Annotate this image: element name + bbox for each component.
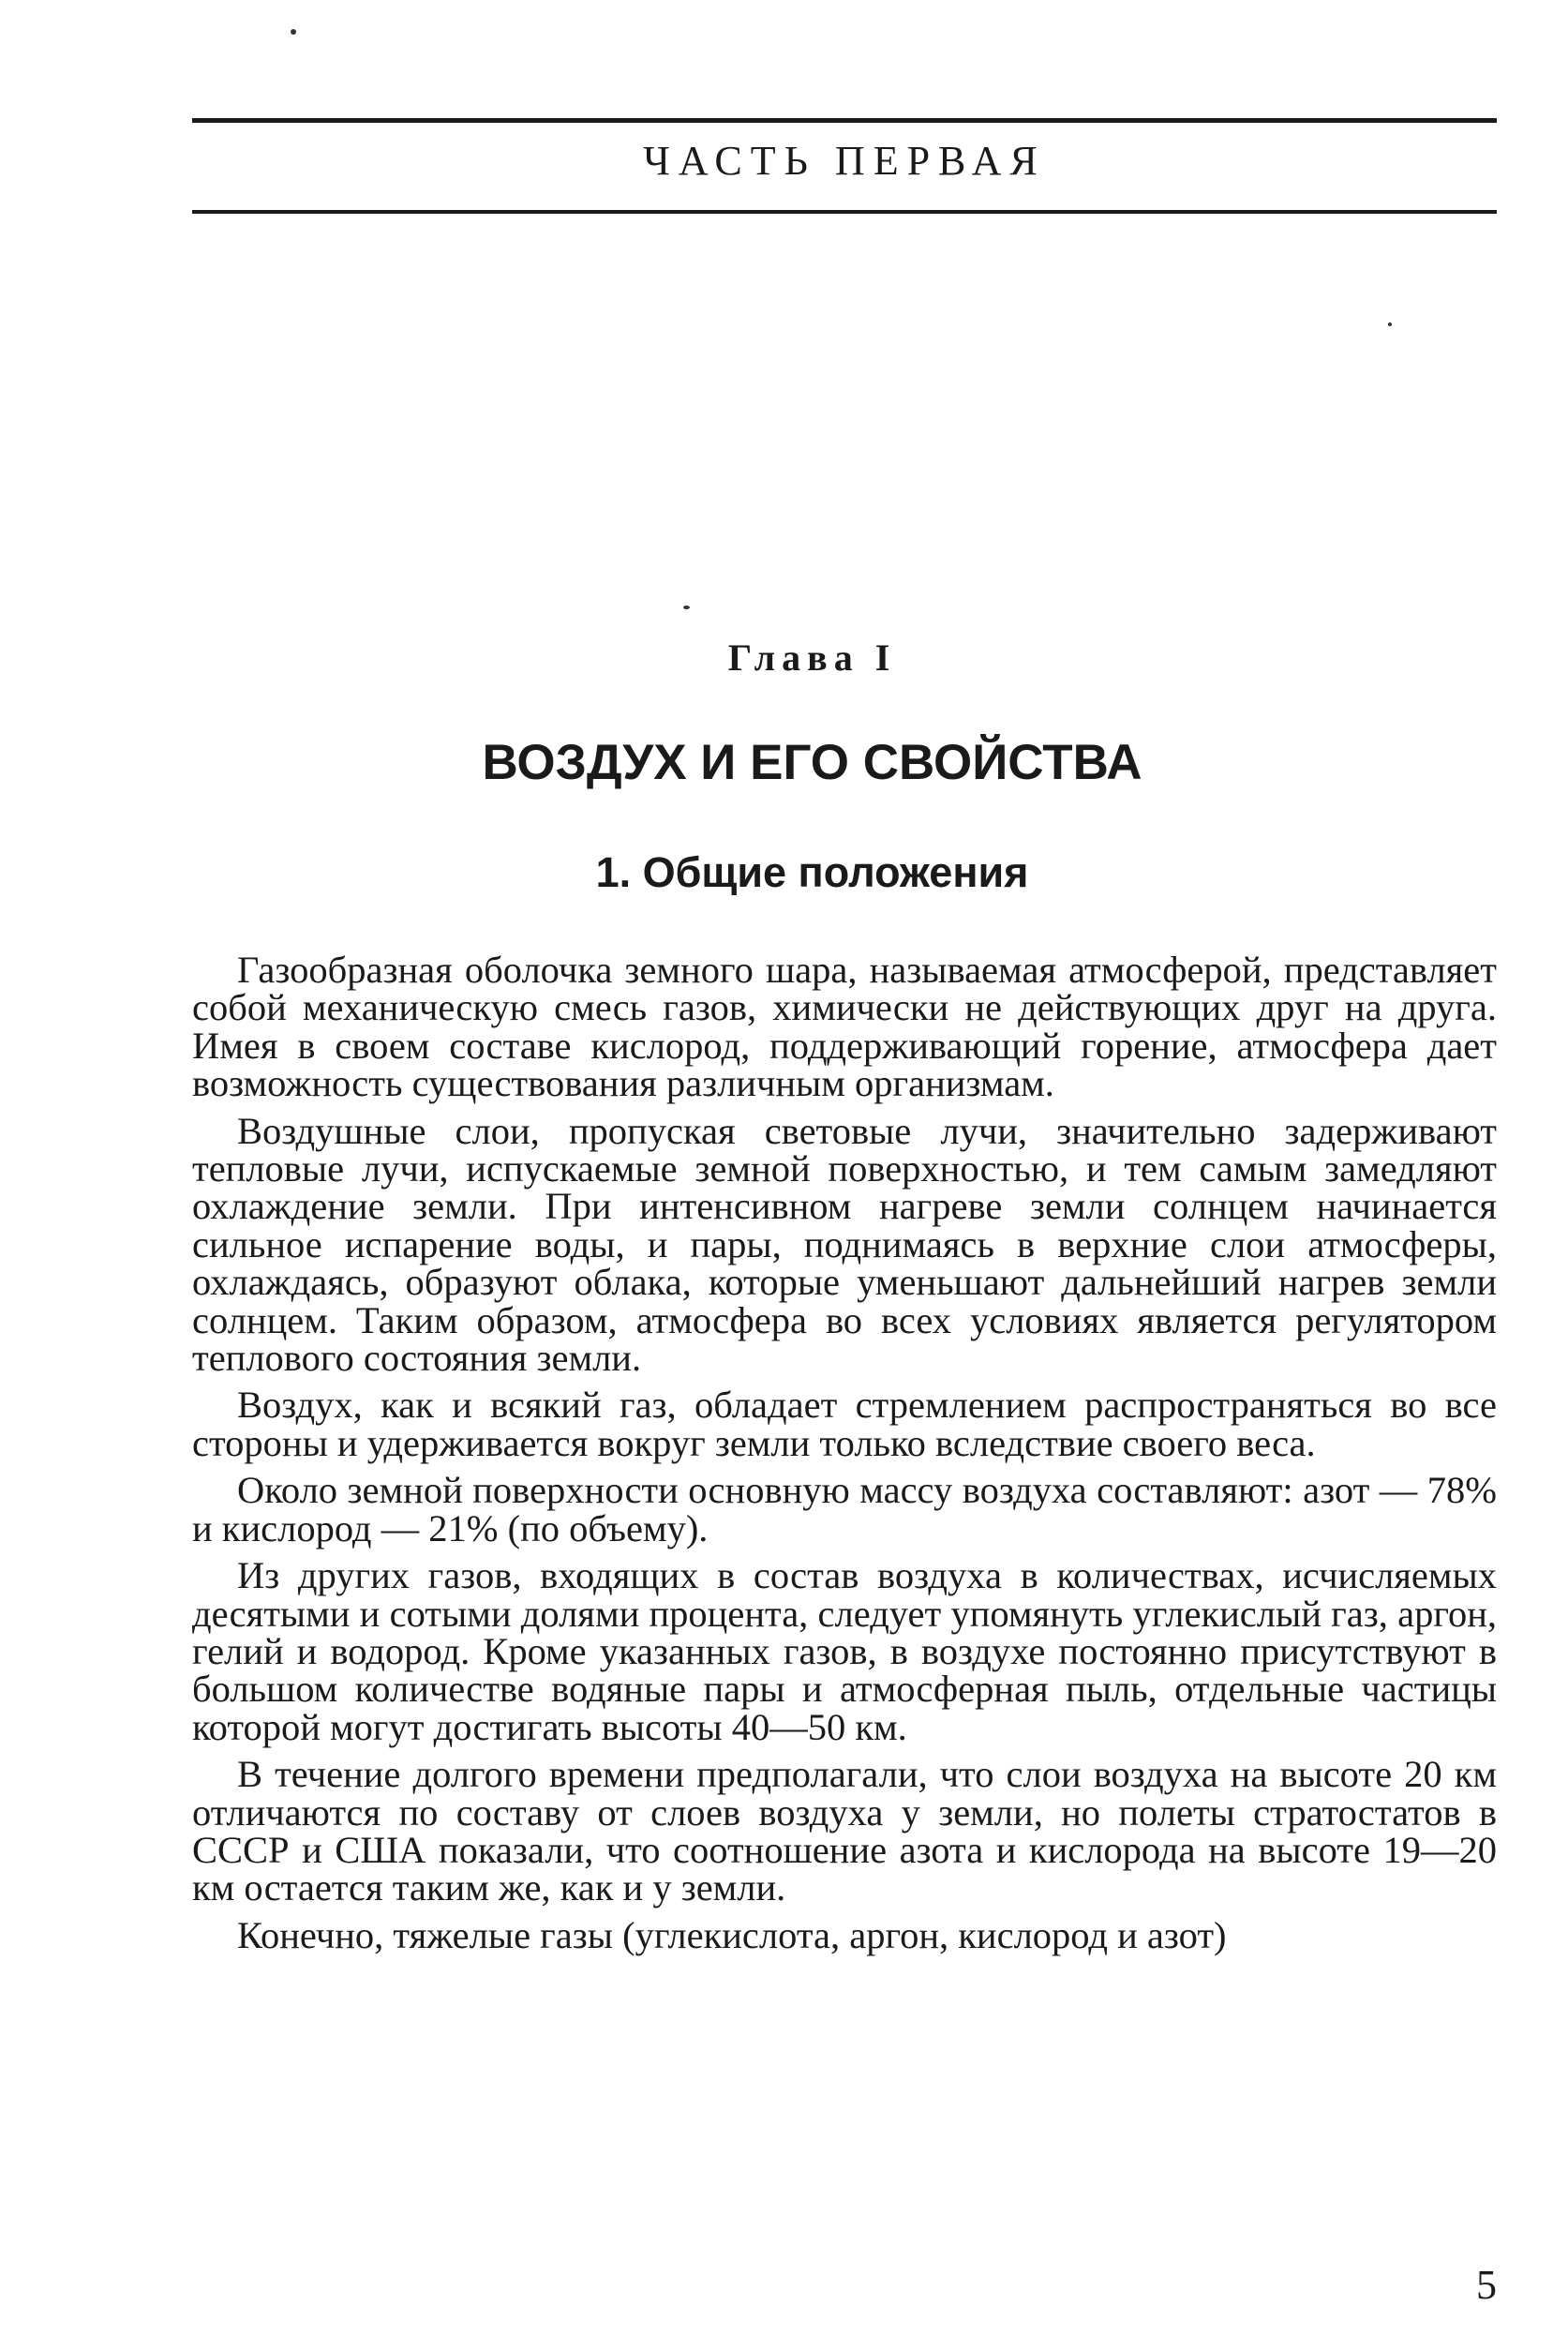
header-rule-bottom — [192, 210, 1497, 214]
paragraph: Воздушные слои, пропуская световые лучи, значительно задерживают тепловые лучи, испускаемые земной поверхностью, и тем самым замедляют охлаждение земли. При интенсивном нагреве земли солнцем начинается сильное испарение воды, и пары, поднимаясь в верхние слои атмосферы, охлаждаясь, образуют облака, которые уменьшают дальнейший нагрев земли солнцем. Таким образом, атмосфера во всех условиях является регулятором теплового состояния земли. — [192, 1109, 1497, 1380]
scan-speck — [683, 606, 690, 609]
paragraph: Воздух, как и всякий газ, обладает стремлением распространяться во все стороны и удерживается вокруг земли только вследствие своего веса. — [192, 1384, 1497, 1464]
part-title: ЧАСТЬ ПЕРВАЯ — [643, 138, 1046, 184]
header-rule-top — [192, 118, 1497, 123]
body-text — [192, 951, 1497, 1964]
chapter-label: Глава I — [727, 636, 897, 679]
chapter-title: ВОЗДУХ И ЕГО СВОЙСТВА — [482, 735, 1142, 790]
paragraph: Газообразная оболочка земного шара, называемая атмосферой, представляет собой механическую смесь газов, химически не действующих друг на друга. Имея в своем составе кислород, поддерживающий горение, атмосфера дает возможность существования различным организмам. — [192, 949, 1497, 1105]
page-number: 5 — [1476, 2262, 1497, 2308]
paragraph: Около земной поверхности основную массу воздуха составляют: азот — 78% и кислород — 21% (по объему). — [192, 1469, 1497, 1549]
scan-speck — [1388, 322, 1392, 326]
paragraph: Из других газов, входящих в состав воздуха в количествах, исчисляемых десятыми и сотыми долями процента, следует упомянуть углекислый газ, аргон, гелий и водород. Кроме указанных газов, в воздухе постоянно присутствуют в большом количестве водяные пары и атмосферная пыль, отдельные частицы которой могут достигать высоты 40—50 км. — [192, 1554, 1497, 1748]
paragraph: Конечно, тяжелые газы (углекислота, аргон, кислород и азот) — [237, 1913, 1227, 1956]
scan-speck — [291, 29, 296, 35]
paragraph: В течение долгого времени предполагали, что слои воздуха на высоте 20 км отличаются по составу от слоев воздуха у земли, но полеты стратостатов в СССР и США показали, что соотношение азота и кислорода на высоте 19—20 км остается таким же, как и у земли. — [192, 1753, 1497, 1909]
section-title: 1. Общие положения — [595, 848, 1029, 896]
